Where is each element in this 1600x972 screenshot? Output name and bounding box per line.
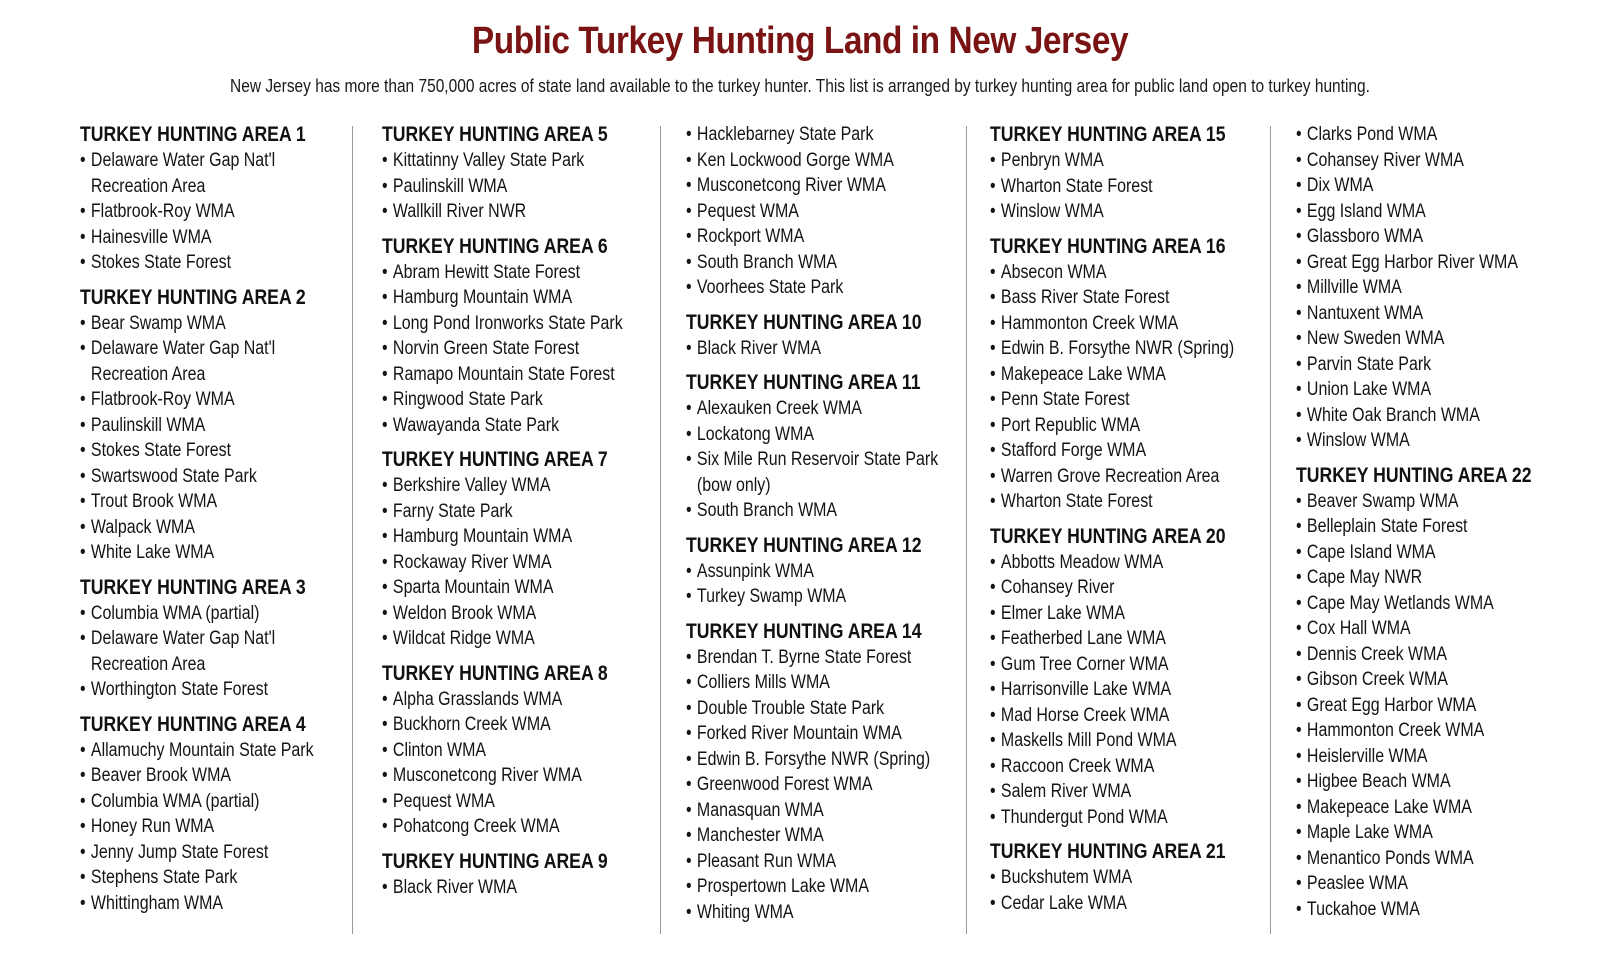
land-list-item: • Weldon Brook WMA [382,601,623,627]
land-list-item: • Hacklebarney State Park [686,122,938,148]
land-list-item: • Higbee Beach WMA [1296,769,1532,795]
land-list-item: • Kittatinny Valley State Park [382,148,623,174]
section-gap [990,830,1281,839]
land-list-item: • Musconetcong River WMA [686,173,938,199]
land-list-item: • Swartswood State Park [80,464,314,490]
land-list-item-continued: Recreation Area [90,363,206,385]
land-list-item: • Raccoon Creek WMA [990,754,1234,780]
land-list-item: • Ringwood State Park [382,387,623,413]
land-list-item: • Delaware Water Gap Nat'l [80,626,314,652]
land-list-item: • Cape May NWR [1296,565,1532,591]
land-list-item-continued: (bow only) [696,474,771,496]
hunting-area-section [382,447,669,652]
land-list-item: • Clinton WMA [382,738,623,764]
hunting-area-section [990,122,1281,225]
section-gap [80,703,358,712]
land-list-item: • Mad Horse Creek WMA [990,703,1234,729]
hunting-area-section [80,575,358,703]
area-heading: TURKEY HUNTING AREA 10 [686,310,922,334]
land-list-item: • Ken Lockwood Gorge WMA [686,148,938,174]
area-heading: TURKEY HUNTING AREA 22 [1296,463,1532,487]
land-list-item: • Bass River State Forest [990,285,1234,311]
land-list-item: • Pleasant Run WMA [686,849,938,875]
land-list-item: • Great Egg Harbor River WMA [1296,250,1532,276]
land-list-item: • Abram Hewitt State Forest [382,260,623,286]
land-list-item: • Hammonton Creek WMA [990,311,1234,337]
land-list [1296,122,1576,454]
hunting-area-section [382,849,669,901]
land-list-item: • Gibson Creek WMA [1296,667,1532,693]
land-list-item: • Egg Island WMA [1296,199,1532,225]
section-gap [686,301,986,310]
column-divider [352,126,353,934]
land-list-item: • Elmer Lake WMA [990,601,1234,627]
land-list-item: • White Lake WMA [80,540,314,566]
land-list-item: • Manasquan WMA [686,798,938,824]
land-list [990,148,1281,225]
land-list-item: • Wharton State Forest [990,489,1234,515]
land-list-item: • Delaware Water Gap Nat'l [80,336,314,362]
land-list-item: • Winslow WMA [990,199,1234,225]
land-list-item: • Buckshutem WMA [990,865,1234,891]
section-gap [80,276,358,285]
land-list-item: • Alexauken Creek WMA [686,396,938,422]
area-heading: TURKEY HUNTING AREA 15 [990,123,1226,146]
land-list-item: • Edwin B. Forsythe NWR (Spring) [990,336,1234,362]
hunting-area-section [686,533,986,610]
land-list-item: • South Branch WMA [686,250,938,276]
land-list-item: • Turkey Swamp WMA [686,584,938,610]
area-heading: TURKEY HUNTING AREA 1 [80,123,306,146]
column-2 [382,122,669,900]
land-list-item: • Colliers Mills WMA [686,670,938,696]
section-gap [382,840,669,849]
hunting-area-section [990,524,1281,831]
land-list-item: • Millville WMA [1296,275,1532,301]
land-list-item: • Hamburg Mountain WMA [382,285,623,311]
land-list-item: • Tuckahoe WMA [1296,897,1532,923]
land-list-item: • Double Trouble State Park [686,696,938,722]
land-list-item: • Union Lake WMA [1296,377,1532,403]
hunting-area-section [990,234,1281,515]
land-list-item: • Long Pond Ironworks State Park [382,311,623,337]
land-list-item: • Harrisonville Lake WMA [990,677,1234,703]
land-list-item: • Musconetcong River WMA [382,763,623,789]
land-list-item: • Prospertown Lake WMA [686,874,938,900]
land-list-item: • Trout Brook WMA [80,489,314,515]
land-list [80,601,358,703]
land-list [80,311,358,566]
land-list-item: • Paulinskill WMA [382,174,623,200]
land-list-item: • Warren Grove Recreation Area [990,464,1234,490]
land-list-item: • Cohansey River [990,575,1234,601]
land-list-item: • Stokes State Forest [80,438,314,464]
land-list-item: • Buckhorn Creek WMA [382,712,623,738]
land-list-item: • Makepeace Lake WMA [990,362,1234,388]
land-list-item: • Peaslee WMA [1296,871,1532,897]
land-list-item: • Makepeace Lake WMA [1296,795,1532,821]
page-subtitle: New Jersey has more than 750,000 acres of state land available to the turkey hunter. This list is arranged by turkey hunting area for public land open to turkey hunting. [230,76,1370,96]
land-list-item: • Cohansey River WMA [1296,148,1532,174]
land-list-item: • Menantico Ponds WMA [1296,846,1532,872]
land-list-item: • Columbia WMA (partial) [80,601,314,627]
land-list-item: • Ramapo Mountain State Forest [382,362,623,388]
column-divider [660,126,661,934]
land-list-item: • Stokes State Forest [80,250,314,276]
area-heading: TURKEY HUNTING AREA 21 [990,840,1226,863]
land-list-item: • Six Mile Run Reservoir State Park [686,447,938,473]
land-list-item: • Parvin State Park [1296,352,1532,378]
column-divider [1270,126,1271,934]
column-4 [990,122,1281,916]
land-list-item: • Whittingham WMA [80,891,314,917]
hunting-area-section [686,310,986,362]
land-list-item: • Cox Hall WMA [1296,616,1532,642]
hunting-area-section [686,370,986,524]
land-list-item: • Absecon WMA [990,260,1234,286]
land-list-item: • Beaver Swamp WMA [1296,489,1532,515]
land-list-item: • Edwin B. Forsythe NWR (Spring) [686,747,938,773]
land-list-item: • Berkshire Valley WMA [382,473,623,499]
land-list-item: • Belleplain State Forest [1296,514,1532,540]
land-list-item: • Rockaway River WMA [382,550,623,576]
land-list [990,865,1281,916]
land-list-item: • Worthington State Forest [80,677,314,703]
land-list-item: • Flatbrook-Roy WMA [80,387,314,413]
land-list-item: • Wallkill River NWR [382,199,623,225]
land-list-item: • Wharton State Forest [990,174,1234,200]
land-list [686,122,986,301]
land-list-item: • Nantuxent WMA [1296,301,1532,327]
land-list-item: • Cape Island WMA [1296,540,1532,566]
land-list [990,260,1281,515]
land-list-item: • Rockport WMA [686,224,938,250]
hunting-area-section [382,661,669,840]
land-list-item: • Whiting WMA [686,900,938,926]
section-gap [382,225,669,234]
area-heading: TURKEY HUNTING AREA 4 [80,712,306,736]
land-list-item: • Walpack WMA [80,515,314,541]
land-list [382,148,669,225]
land-list-item: • Paulinskill WMA [80,413,314,439]
land-list-item: • Gum Tree Corner WMA [990,652,1234,678]
land-list [382,687,669,840]
land-list-item: • Dix WMA [1296,173,1532,199]
hunting-area-section [80,712,358,917]
land-list-item: • Alpha Grasslands WMA [382,687,623,713]
land-list-item: • Stephens State Park [80,865,314,891]
land-list-item: • Black River WMA [686,336,938,362]
land-list-item: • Pequest WMA [686,199,938,225]
land-list-item: • Featherbed Lane WMA [990,626,1234,652]
land-list-item: • Maple Lake WMA [1296,820,1532,846]
hunting-area-section [686,619,986,926]
land-list-item: • Voorhees State Park [686,275,938,301]
land-list [686,336,986,362]
land-list-item-continued: Recreation Area [90,653,206,675]
land-list-item: • Port Republic WMA [990,413,1234,439]
section-gap [990,515,1281,524]
land-list-item: • Assunpink WMA [686,559,938,585]
land-list-item: • New Sweden WMA [1296,326,1532,352]
area-heading: TURKEY HUNTING AREA 20 [990,524,1226,548]
section-gap [686,610,986,619]
land-list-item: • Delaware Water Gap Nat'l [80,148,314,174]
land-list-item: • Farny State Park [382,499,623,525]
land-list [382,473,669,652]
page-title: Public Turkey Hunting Land in New Jersey [471,20,1129,62]
land-list-item: • Penn State Forest [990,387,1234,413]
land-list-item: • Beaver Brook WMA [80,763,314,789]
area-heading: TURKEY HUNTING AREA 3 [80,575,306,599]
land-list [80,738,358,917]
land-list-item: • Glassboro WMA [1296,224,1532,250]
land-list [80,148,358,276]
land-list-item: • Hammonton Creek WMA [1296,718,1532,744]
land-list-item: • Cape May Wetlands WMA [1296,591,1532,617]
hunting-area-section [686,122,986,301]
hunting-area-section [990,839,1281,916]
land-list-item: • Brendan T. Byrne State Forest [686,645,938,671]
area-heading: TURKEY HUNTING AREA 8 [382,661,608,685]
hunting-area-section [80,285,358,566]
area-heading: TURKEY HUNTING AREA 6 [382,234,608,258]
column-1 [80,122,358,916]
section-gap [686,524,986,533]
land-list-item: • Black River WMA [382,875,623,901]
land-list [382,875,669,901]
land-list-item: • Bear Swamp WMA [80,311,314,337]
hunting-area-section [1296,463,1576,923]
land-list-item: • Jenny Jump State Forest [80,840,314,866]
land-list-item: • Manchester WMA [686,823,938,849]
hunting-area-section [382,122,669,225]
land-list [686,396,986,524]
land-list-item: • Winslow WMA [1296,428,1532,454]
land-list-item: • Allamuchy Mountain State Park [80,738,314,764]
land-list-item: • Wawayanda State Park [382,413,623,439]
section-gap [1296,454,1576,463]
area-columns [80,122,1560,942]
land-list-item: • White Oak Branch WMA [1296,403,1532,429]
section-gap [990,225,1281,234]
area-heading: TURKEY HUNTING AREA 12 [686,533,922,557]
land-list-item: • Honey Run WMA [80,814,314,840]
land-list-item: • Hamburg Mountain WMA [382,524,623,550]
land-list-item: • Clarks Pond WMA [1296,122,1532,148]
hunting-area-section [1296,122,1576,454]
land-list-item: • Cedar Lake WMA [990,891,1234,917]
land-list-item: • Greenwood Forest WMA [686,772,938,798]
area-heading: TURKEY HUNTING AREA 5 [382,123,608,146]
land-list-item-continued: Recreation Area [90,175,206,197]
section-gap [80,566,358,575]
land-list-item: • Hainesville WMA [80,225,314,251]
land-list-item: • Thundergut Pond WMA [990,805,1234,831]
section-gap [382,438,669,447]
area-heading: TURKEY HUNTING AREA 11 [686,371,921,394]
land-list-item: • Maskells Mill Pond WMA [990,728,1234,754]
land-list-item: • Sparta Mountain WMA [382,575,623,601]
land-list-item: • Abbotts Meadow WMA [990,550,1234,576]
land-list-item: • Pequest WMA [382,789,623,815]
land-list-item: • Columbia WMA (partial) [80,789,314,815]
land-list-item: • Heislerville WMA [1296,744,1532,770]
land-list [686,559,986,610]
column-5 [1296,122,1576,922]
area-heading: TURKEY HUNTING AREA 16 [990,234,1226,258]
land-list-item: • Dennis Creek WMA [1296,642,1532,668]
area-heading: TURKEY HUNTING AREA 2 [80,285,306,309]
land-list-item: • Pohatcong Creek WMA [382,814,623,840]
column-divider [966,126,967,934]
land-list-item: • Flatbrook-Roy WMA [80,199,314,225]
area-heading: TURKEY HUNTING AREA 14 [686,619,922,643]
area-heading: TURKEY HUNTING AREA 9 [382,849,608,873]
land-list-item: • Norvin Green State Forest [382,336,623,362]
land-list [382,260,669,439]
column-3 [686,122,986,925]
land-list-item: • Great Egg Harbor WMA [1296,693,1532,719]
land-list [1296,489,1576,923]
land-list-item: • Stafford Forge WMA [990,438,1234,464]
land-list-item: • South Branch WMA [686,498,938,524]
land-list-item: • Salem River WMA [990,779,1234,805]
land-list [686,645,986,926]
hunting-area-section [382,234,669,439]
hunting-area-section [80,122,358,276]
section-gap [382,652,669,661]
land-list-item: • Wildcat Ridge WMA [382,626,623,652]
area-heading: TURKEY HUNTING AREA 7 [382,448,608,471]
land-list-item: • Penbryn WMA [990,148,1234,174]
land-list-item: • Lockatong WMA [686,422,938,448]
section-gap [686,361,986,370]
land-list-item: • Forked River Mountain WMA [686,721,938,747]
land-list [990,550,1281,831]
